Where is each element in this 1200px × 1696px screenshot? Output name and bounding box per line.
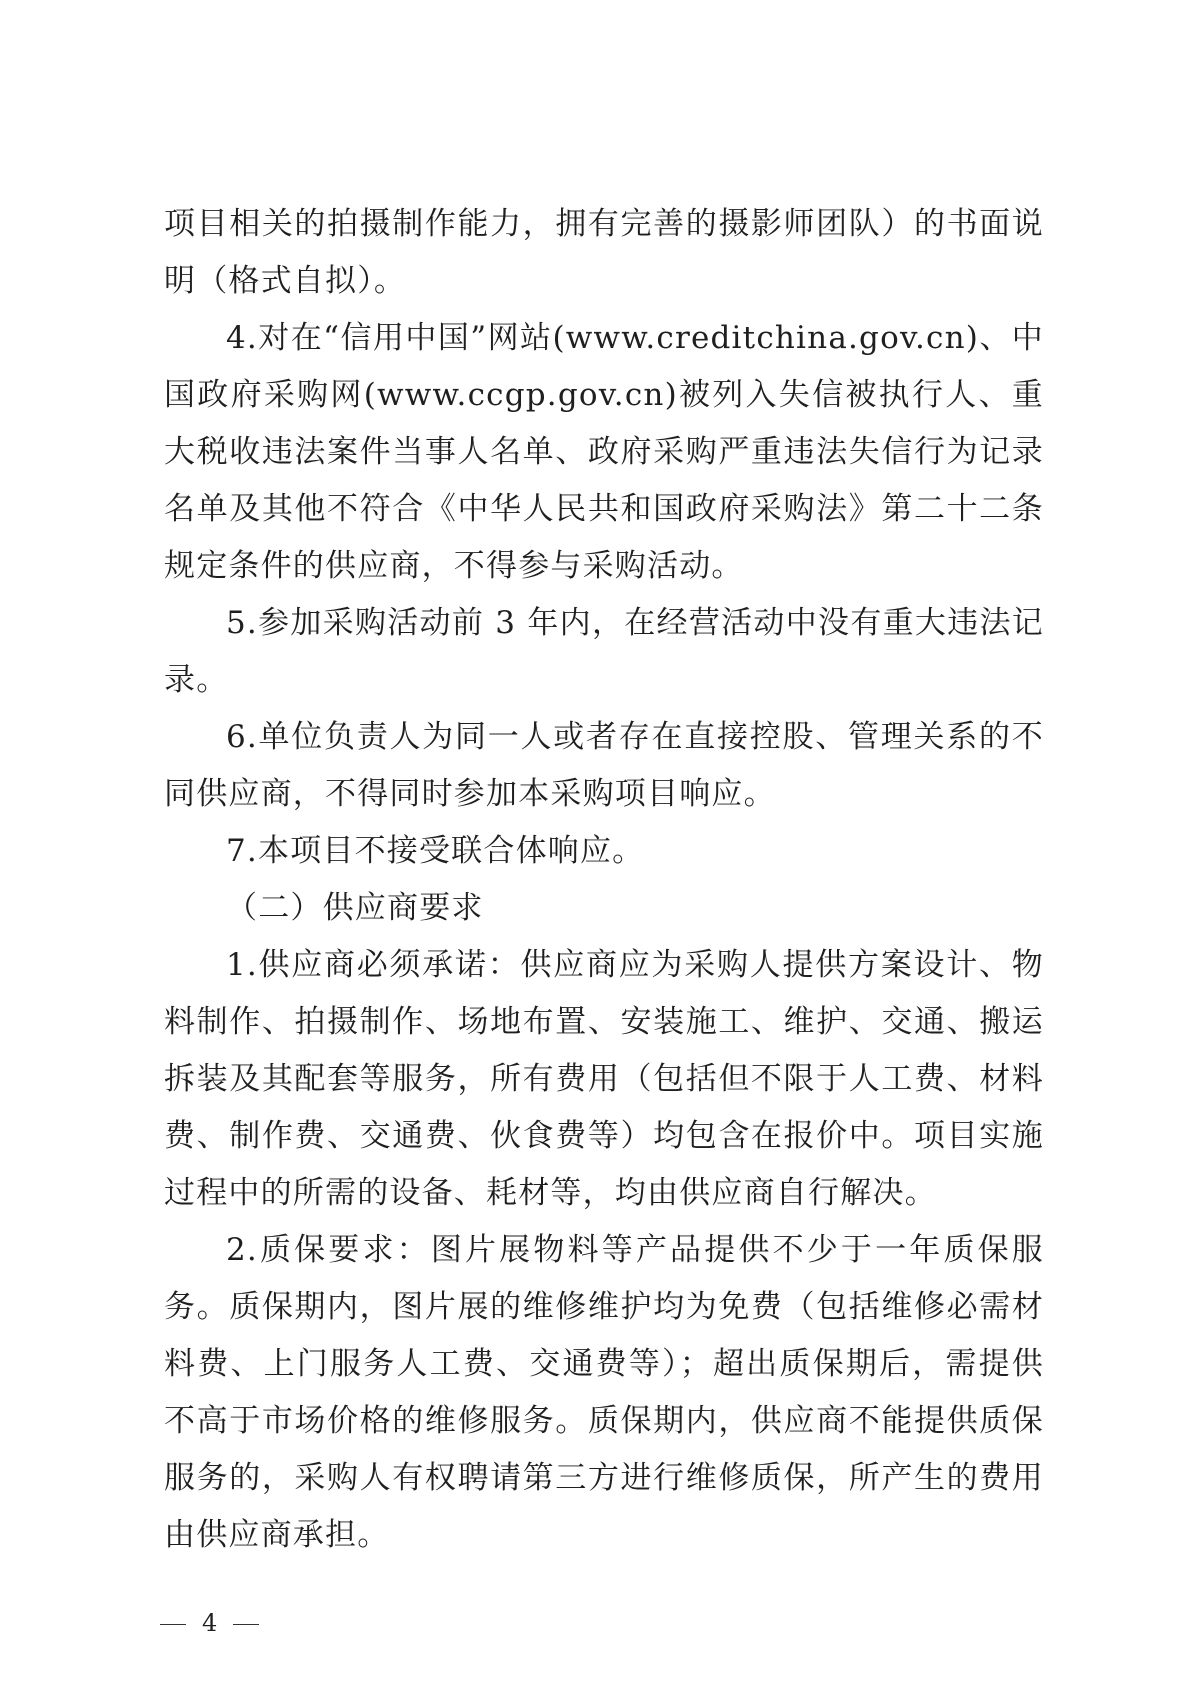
footer-dash-left (160, 1624, 186, 1625)
footer-dash-right (233, 1624, 259, 1625)
paragraph-item-4: 4.对在“信用中国”网站(www.creditchina.gov.cn)、中国政府采购网(www.ccgp.gov.cn)被列入失信被执行人、重大税收违法案件当事人名单、政府采购严重违法失信行为记录名单及其他不符合《中华人民共和国政府采购法》第二十二条规定条件的供应商，不得参与采购活动。 (164, 320, 1044, 584)
paragraph-item-5: 5.参加采购活动前 3 年内，在经营活动中没有重大违法记录。 (164, 605, 1044, 698)
paragraph-item-6: 6.单位负责人为同一人或者存在直接控股、管理关系的不同供应商，不得同时参加本采购项目响应。 (164, 719, 1044, 812)
document-body (164, 196, 1044, 1564)
paragraph-requirement-1: 1.供应商必须承诺：供应商应为采购人提供方案设计、物料制作、拍摄制作、场地布置、安装施工、维护、交通、搬运拆装及其配套等服务，所有费用（包括但不限于人工费、材料费、制作费、交通费、伙食费等）均包含在报价中。项目实施过程中的所需的设备、耗材等，均由供应商自行解决。 (164, 947, 1044, 1211)
paragraph-continuation: 项目相关的拍摄制作能力，拥有完善的摄影师团队）的书面说明（格式自拟）。 (164, 206, 1044, 299)
paragraph-requirement-2: 2.质保要求：图片展物料等产品提供不少于一年质保服务。质保期内，图片展的维修维护均为免费（包括维修必需材料费、上门服务人工费、交通费等）；超出质保期后，需提供不高于市场价格的维修服务。质保期内，供应商不能提供质保服务的，采购人有权聘请第三方进行维修质保，所产生的费用由供应商承担。 (164, 1232, 1044, 1553)
paragraph-item-7: 7.本项目不接受联合体响应。 (226, 833, 645, 869)
section-heading-supplier-requirements: （二）供应商要求 (226, 890, 484, 926)
page-footer (160, 1608, 259, 1638)
page-number: 4 (202, 1609, 218, 1637)
